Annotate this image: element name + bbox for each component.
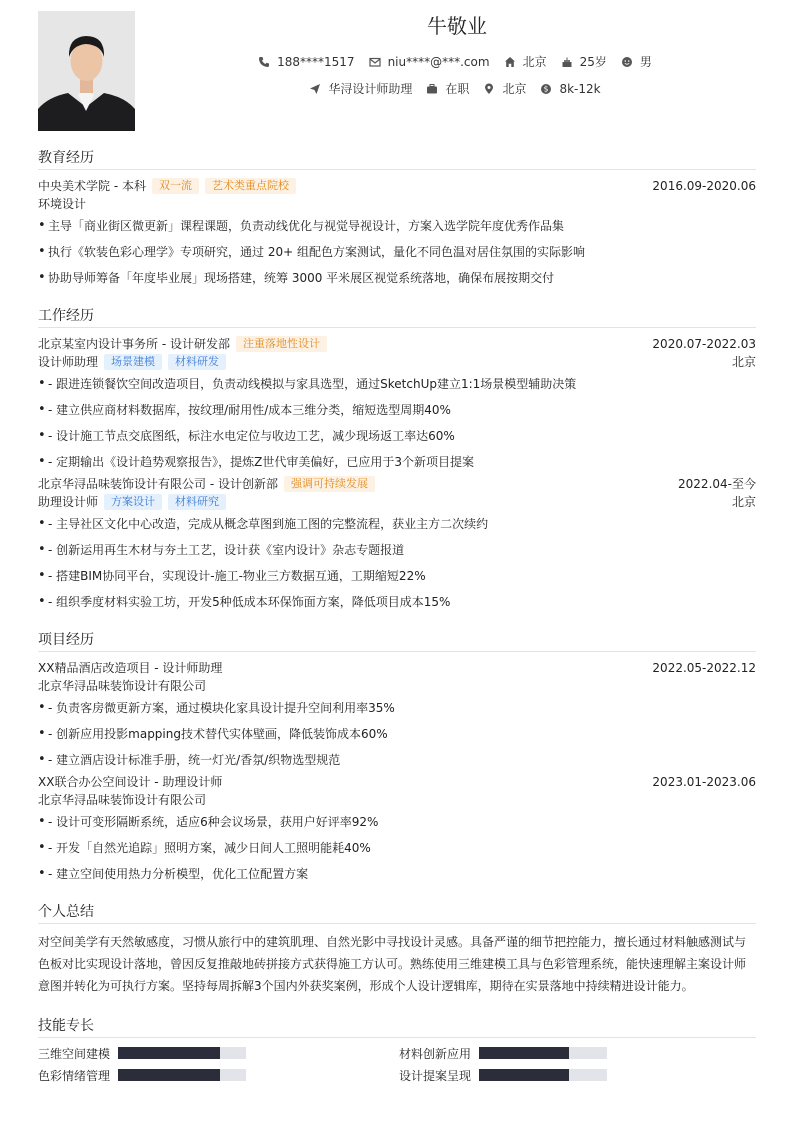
role-tag: 材料研发 xyxy=(168,354,226,370)
job-city: 北京 xyxy=(731,495,756,509)
summary-text xyxy=(38,931,756,997)
send-icon xyxy=(309,83,321,95)
job-role-row xyxy=(38,353,756,371)
skill-bar xyxy=(118,1047,246,1059)
money-icon xyxy=(540,83,552,95)
contact-row xyxy=(135,53,775,70)
company-tag: 强调可持续发展 xyxy=(284,476,375,492)
skill-bar-fill xyxy=(118,1069,220,1081)
profile-photo xyxy=(38,11,135,131)
project-company: 北京华浔品味装饰设计有限公司 xyxy=(38,679,207,693)
list-item: • - 建立空间使用热力分析模型，优化工位配置方案 xyxy=(38,861,756,887)
location-text: 北京 xyxy=(522,55,547,69)
role-tag: 方案设计 xyxy=(104,494,162,510)
school-tag: 艺术类重点院校 xyxy=(205,178,296,194)
project-company: 北京华浔品味装饰设计有限公司 xyxy=(38,793,207,807)
job-header xyxy=(38,475,756,493)
job-header xyxy=(38,335,756,353)
list-item: • - 创新运用再生木材与夯土工艺，设计获《室内设计》杂志专题报道 xyxy=(38,537,756,563)
job-city: 北京 xyxy=(731,355,756,369)
major-row xyxy=(38,195,756,213)
status-info xyxy=(426,80,469,97)
school-tag: 双一流 xyxy=(152,178,199,194)
job-dates: 2020.07-2022.03 xyxy=(652,337,756,351)
company-line: 北京华浔品味装饰设计有限公司 - 设计创新部 xyxy=(38,477,278,491)
phone-text: 188****1517 xyxy=(277,54,355,69)
skill-bar xyxy=(479,1047,607,1059)
skill-item xyxy=(38,1067,399,1083)
status-text: 在职 xyxy=(445,82,470,96)
role-tag: 场景建模 xyxy=(104,354,162,370)
job-intent-row xyxy=(135,80,775,97)
summary-line: 对空间美学有天然敏感度，习惯从旅行中的建筑肌理、自然光影中寻找设计灵感。具备严谨的细节把控能力，擅长通过材料触感测试与 xyxy=(38,935,747,949)
role-tag: 材料研究 xyxy=(168,494,226,510)
project-bullets xyxy=(38,695,756,773)
education-bullets xyxy=(38,213,756,291)
skills-grid xyxy=(38,1045,756,1083)
education-section xyxy=(38,148,756,291)
skills-section xyxy=(38,1016,756,1083)
gender-text: 男 xyxy=(639,55,652,69)
list-item: • - 主导社区文化中心改造，完成从概念草图到施工图的完整流程，获业主方二次续约 xyxy=(38,511,756,537)
list-item: • 主导「商业街区微更新」课程课题，负责动线优化与视觉导视设计，方案入选学院年度优秀作品集 xyxy=(38,213,756,239)
age-info xyxy=(561,53,607,70)
gender-icon xyxy=(621,56,633,68)
project-dates: 2023.01-2023.06 xyxy=(652,775,756,789)
job-role: 助理设计师 xyxy=(38,495,99,509)
company-line: 北京某室内设计事务所 - 设计研发部 xyxy=(38,337,230,351)
salary-info xyxy=(540,82,600,96)
location-info xyxy=(504,53,547,70)
gender-info xyxy=(621,53,652,70)
skill-bar-fill xyxy=(479,1047,569,1059)
skill-bar xyxy=(118,1069,246,1081)
project-name: XX精品酒店改造项目 - 设计师助理 xyxy=(38,661,223,675)
phone-info xyxy=(258,55,354,69)
list-item: • 执行《软装色彩心理学》专项研究，通过 20+ 组配色方案测试，量化不同色温对居住氛围的实际影响 xyxy=(38,239,756,265)
project-company-row xyxy=(38,791,756,809)
skill-label: 色彩情绪管理 xyxy=(38,1068,111,1083)
skill-label: 三维空间建模 xyxy=(38,1046,111,1061)
skill-label: 材料创新应用 xyxy=(399,1046,472,1061)
list-item: • 协助导师筹备「年度毕业展」现场搭建，统筹 3000 平米展区视觉系统落地，确保布展按期交付 xyxy=(38,265,756,291)
cake-icon xyxy=(561,56,573,68)
project-header xyxy=(38,773,756,791)
skill-item xyxy=(399,1067,756,1083)
work-section xyxy=(38,306,756,615)
section-title: 项目经历 xyxy=(38,630,756,652)
education-header xyxy=(38,177,756,195)
mail-icon xyxy=(369,56,381,68)
job-role-row xyxy=(38,493,756,511)
projects-section xyxy=(38,630,756,887)
education-dates: 2016.09-2020.06 xyxy=(652,179,756,193)
project-dates: 2022.05-2022.12 xyxy=(652,661,756,675)
summary-line: 意图并转化为可执行方案。坚持每周拆解3个国内外获奖案例，形成个人设计逻辑库，期待在实景落地中持续精进设计能力。 xyxy=(38,979,694,993)
svg-text:$: $ xyxy=(544,84,549,94)
list-item: • - 建立供应商材料数据库，按纹理/耐用性/成本三维分类，缩短选型周期40% xyxy=(38,397,756,423)
skill-bar-fill xyxy=(118,1047,220,1059)
email-info xyxy=(369,55,490,69)
summary-section xyxy=(38,902,756,997)
skill-bar xyxy=(479,1069,607,1081)
skill-item xyxy=(38,1045,399,1061)
company-tag: 注重落地性设计 xyxy=(236,336,327,352)
job-dates: 2022.04-至今 xyxy=(678,477,756,491)
email-text: niu****@***.com xyxy=(387,54,490,69)
home-icon xyxy=(504,56,516,68)
target-role-info xyxy=(309,80,412,97)
job-bullets xyxy=(38,371,756,475)
target-city-info xyxy=(483,80,526,97)
target-role-text: 华浔设计师助理 xyxy=(328,82,413,96)
candidate-name: 牛敬业 xyxy=(427,14,487,38)
list-item: • - 建立酒店设计标准手册，统一灯光/香氛/织物选型规范 xyxy=(38,747,756,773)
summary-line: 色板对比实现设计落地，曾因反复推敲地砖拼接方式获得施工方认可。熟练使用三维建模工具与色彩管理系统，能快速理解主案设计师 xyxy=(38,957,747,971)
list-item: • - 定期输出《设计趋势观察报告》，提炼Z世代审美偏好，已应用于3个新项目提案 xyxy=(38,449,756,475)
skill-bar-fill xyxy=(479,1069,569,1081)
list-item: • - 组织季度材料实验工坊，开发5种低成本环保饰面方案，降低项目成本15% xyxy=(38,589,756,615)
list-item: • - 负责客房微更新方案，通过模块化家具设计提升空间利用率35% xyxy=(38,695,756,721)
salary-text: 8k-12k xyxy=(559,81,601,96)
list-item: • - 设计施工节点交底图纸，标注水电定位与收边工艺，减少现场返工率达60% xyxy=(38,423,756,449)
briefcase-icon xyxy=(426,83,438,95)
section-title: 工作经历 xyxy=(38,306,756,328)
section-title: 教育经历 xyxy=(38,148,756,170)
school-line: 中央美术学院 - 本科 xyxy=(38,179,146,193)
project-header xyxy=(38,659,756,677)
list-item: • - 搭建BIM协同平台，实现设计-施工-物业三方数据互通，工期缩短22% xyxy=(38,563,756,589)
project-company-row xyxy=(38,677,756,695)
list-item: • - 跟进连锁餐饮空间改造项目，负责动线模拟与家具选型，通过SketchUp建立1:1场景模型辅助决策 xyxy=(38,371,756,397)
phone-icon xyxy=(258,56,270,68)
location-icon xyxy=(483,83,495,95)
skill-item xyxy=(399,1045,756,1061)
target-city-text: 北京 xyxy=(502,82,527,96)
job-role: 设计师助理 xyxy=(38,355,99,369)
section-title: 技能专长 xyxy=(38,1016,756,1038)
list-item: • - 开发「自然光追踪」照明方案，减少日间人工照明能耗40% xyxy=(38,835,756,861)
project-name: XX联合办公空间设计 - 助理设计师 xyxy=(38,775,223,789)
list-item: • - 设计可变形隔断系统，适应6种会议场景，获用户好评率92% xyxy=(38,809,756,835)
section-title: 个人总结 xyxy=(38,902,756,924)
age-text: 25岁 xyxy=(579,55,607,69)
major: 环境设计 xyxy=(38,197,87,211)
project-bullets xyxy=(38,809,756,887)
list-item: • - 创新应用投影mapping技术替代实体壁画，降低装饰成本60% xyxy=(38,721,756,747)
job-bullets xyxy=(38,511,756,615)
skill-label: 设计提案呈现 xyxy=(399,1068,472,1083)
